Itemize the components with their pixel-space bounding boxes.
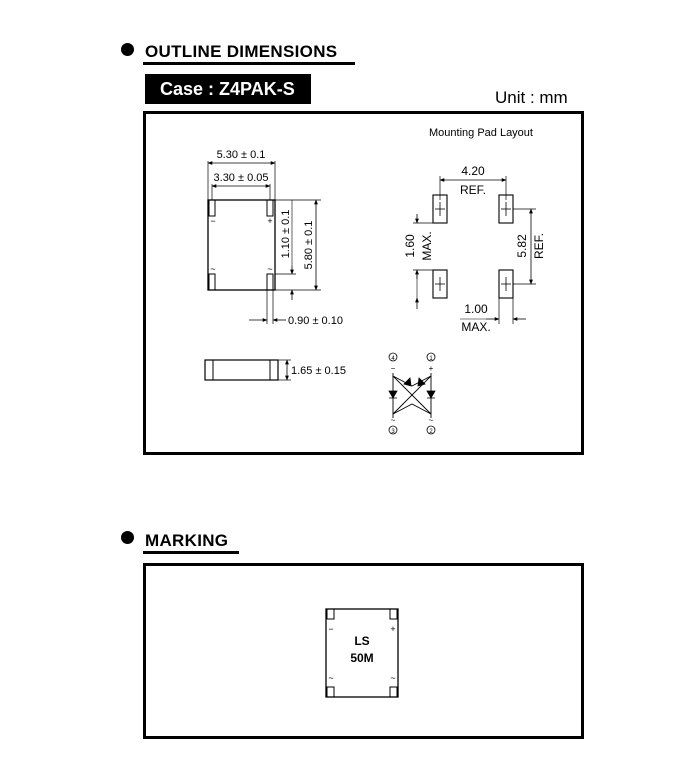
dim-width-inner: 3.30 ± 0.05: [213, 172, 269, 184]
mounting-pad-layout: [403, 164, 546, 334]
dim-thickness: 1.65 ± 0.15: [291, 365, 346, 377]
outline-heading-underline: [143, 62, 355, 65]
dim-pad-pitch-h-ref: REF.: [459, 183, 487, 197]
dim-pad-width: 1.00: [464, 302, 488, 316]
marked-package: [326, 609, 398, 697]
dim-pad-height: 1.60: [403, 234, 417, 258]
dim-pad-width-max: MAX.: [461, 320, 491, 334]
svg-text:~: ~: [390, 416, 396, 425]
svg-text:+: +: [428, 364, 434, 373]
svg-text:~: ~: [390, 673, 396, 683]
polarity-ac-right: ~: [267, 264, 273, 274]
dim-pad-pitch-h: 4.20: [461, 164, 485, 178]
marking-line-2: 50M: [350, 651, 374, 665]
marking-frame: [143, 563, 584, 739]
marking-line-1: LS: [354, 634, 370, 648]
package-side-view: [205, 360, 278, 380]
marking-heading: MARKING: [145, 531, 229, 550]
dim-pad-pitch-v-ref: REF.: [532, 232, 546, 260]
svg-text:−: −: [390, 364, 396, 373]
outline-drawing: [146, 114, 581, 452]
dim-terminal-width: 0.90 ± 0.10: [288, 315, 343, 327]
pin-4-label: 4: [391, 356, 395, 362]
circuit-schematic: [389, 353, 435, 435]
svg-text:−: −: [328, 624, 334, 634]
dim-terminal-length: 1.10 ± 0.1: [280, 209, 292, 259]
section-bullet-marking: [121, 531, 134, 544]
pin-2-label: 2: [429, 429, 433, 435]
dim-pad-pitch-v: 5.82: [515, 234, 529, 258]
outline-drawing-frame: [143, 111, 584, 455]
package-top-view: [208, 200, 275, 290]
svg-text:+: +: [390, 624, 396, 634]
pin-1-label: 1: [429, 356, 433, 362]
dim-pad-height-max: MAX.: [420, 231, 434, 261]
case-label: Case : Z4PAK-S: [145, 74, 311, 104]
polarity-minus: −: [210, 216, 216, 226]
svg-text:~: ~: [328, 673, 334, 683]
svg-text:~: ~: [428, 416, 434, 425]
section-bullet-outline: [121, 43, 134, 56]
marking-drawing: [146, 566, 581, 736]
outline-heading: OUTLINE DIMENSIONS: [145, 42, 338, 61]
marking-heading-underline: [143, 551, 239, 554]
dim-width-total: 5.30 ± 0.1: [216, 149, 266, 161]
mounting-pad-title: Mounting Pad Layout: [429, 127, 533, 139]
unit-label: Unit : mm: [495, 88, 568, 107]
polarity-ac-left: ~: [210, 264, 216, 274]
polarity-plus: +: [267, 216, 273, 226]
dim-height-total: 5.80 ± 0.1: [303, 220, 315, 270]
pin-3-label: 3: [391, 429, 395, 435]
